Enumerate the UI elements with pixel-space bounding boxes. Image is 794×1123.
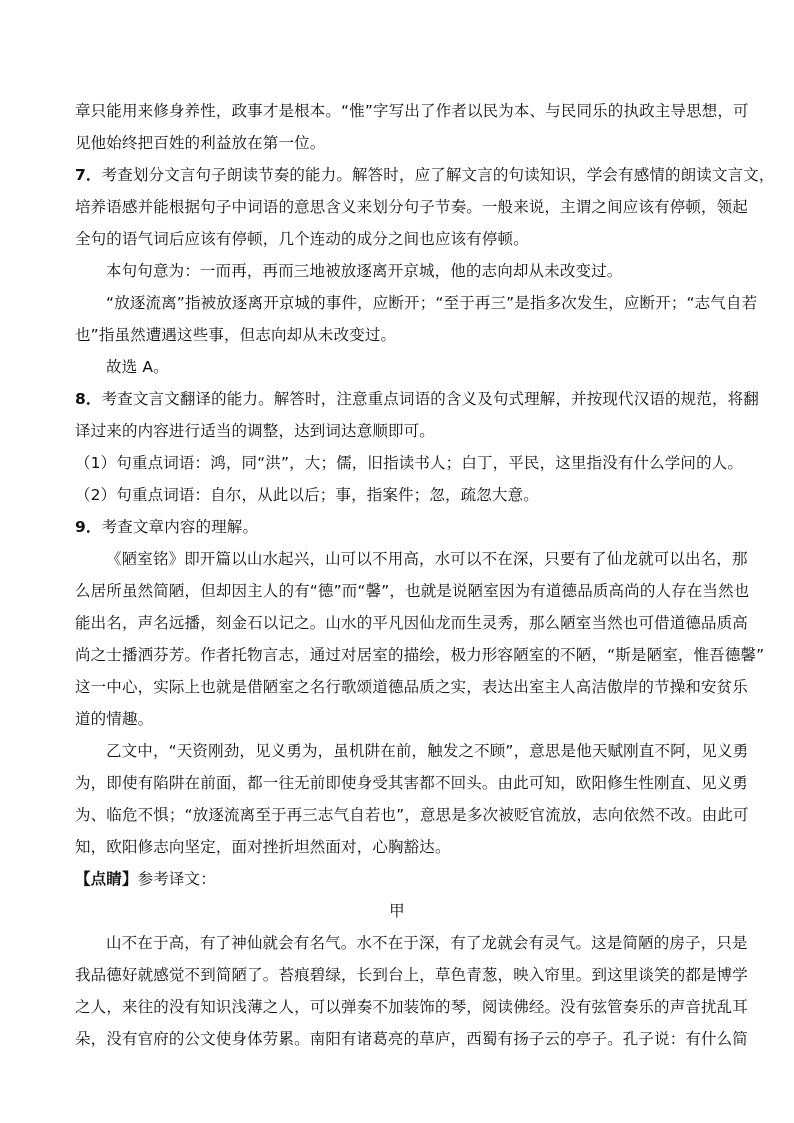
text-line: （2）句重点词语：自尔，从此以后；事，指案件；忽，疏忽大意。 — [75, 486, 539, 504]
note-heading: 【点睛】 — [75, 870, 138, 888]
text-line: 见他始终把百姓的利益放在第一位。 — [75, 134, 326, 152]
section-title: 甲 — [389, 902, 405, 920]
text-line: 之人，来往的没有知识浅薄之人，可以弹奏不加装饰的琴，阅读佛经。没有弦管奏乐的声音扰乱耳 — [75, 998, 748, 1016]
text-line: 考查文章内容的理解。 — [101, 518, 259, 536]
question-8-line — [75, 389, 759, 409]
question-number: 9． — [75, 518, 102, 536]
text-line: 也”指虽然遭遇这些事，但志向却从未改变过。 — [75, 326, 397, 344]
question-9-line — [75, 517, 735, 537]
text-line: 考查文言文翻译的能力。解答时，注意重点词语的含义及句式理解，并按现代汉语的规范，将翻 — [101, 390, 759, 408]
text-line: 知，欧阳修志向坚定，面对挫折坦然面对，心胸豁达。 — [75, 838, 451, 856]
answer-line: 故选 A。 — [106, 358, 169, 376]
text-line: 章只能用来修身养性，政事才是根本。“惟”字写出了作者以民为本、与民同乐的执政主导思想，可 — [75, 102, 749, 120]
text-line: 道的情趣。 — [75, 710, 154, 728]
text-line: 朵，没有官府的公文使身体劳累。南阳有诸葛亮的草庐，西蜀有扬子云的亭子。孔子说：有什么简 — [75, 1030, 748, 1048]
question-number: 7． — [75, 166, 102, 184]
translation-label: 参考译文： — [137, 870, 216, 888]
text-line: 考查划分文言句子朗读节奏的能力。解答时，应了解文言的句读知识，学会有感情的朗读文言文， — [101, 166, 775, 184]
text-line: 全句的语气词后应该有停顿，几个连动的成分之间也应该有停顿。 — [75, 230, 529, 248]
text-line: 为、临危不惧；“放逐流离至于再三志气自若也”，意思是多次被贬官流放，志向依然不改。由此可 — [75, 806, 749, 824]
text-line: 译过来的内容进行适当的调整，达到词达意顺即可。 — [75, 422, 435, 440]
text-line: 本句句意为：一而再，再而三地被放逐离开京城，他的志向却从未改变过。 — [106, 262, 623, 280]
text-line: 我品德好就感觉不到简陋了。苔痕碧绿，长到台上，草色青葱，映入帘里。到这里谈笑的都是博学 — [75, 966, 748, 984]
question-number: 8． — [75, 390, 102, 408]
text-line: “放逐流离”指被放逐离开京城的事件，应断开；“至于再三”是指多次发生，应断开；“志气自若 — [106, 294, 758, 312]
text-line: 乙文中，“天资刚劲，见义勇为，虽机阱在前，触发之不顾”，意思是他天赋刚直不阿，见义勇 — [106, 742, 749, 760]
note-heading-line — [75, 869, 735, 889]
text-line: 为，即使有陷阱在前面，都一往无前即使身受其害都不回头。由此可知，欧阳修生性刚直、见义勇 — [75, 774, 748, 792]
text-line: （1）句重点词语：鸿，同“洪”，大；儒，旧指读书人；白丁，平民，这里指没有什么学问的人。 — [75, 454, 744, 472]
text-line: 这一中心，实际上也就是借陋室之名行歌颂道德品质之实，表达出室主人高洁傲岸的节操和安贫乐 — [75, 678, 748, 696]
question-7-line — [75, 165, 775, 185]
text-line: 培养语感并能根据句子中词语的意思含义来划分句子节奏。一般来说，主谓之间应该有停顿，领起 — [75, 198, 748, 216]
text-line: 么居所虽然简陋，但却因主人的有“德”而“馨”，也就是说陋室因为有道德品质高尚的人存在当然也 — [75, 582, 750, 600]
text-line: 《陋室铭》即开篇以山水起兴，山可以不用高，水可以不在深，只要有了仙龙就可以出名，那 — [106, 550, 748, 568]
text-line: 能出名，声名远播，刻金石以记之。山水的平凡因仙龙而生灵秀，那么陋室当然也可借道德品质高 — [75, 614, 748, 632]
text-line: 尚之士播洒芬芳。作者托物言志，通过对居室的描绘，极力形容陋室的不陋，“斯是陋室，惟吾德馨” — [75, 646, 765, 664]
text-line: 山不在于高，有了神仙就会有名气。水不在于深，有了龙就会有灵气。这是简陋的房子，只是 — [106, 934, 748, 952]
